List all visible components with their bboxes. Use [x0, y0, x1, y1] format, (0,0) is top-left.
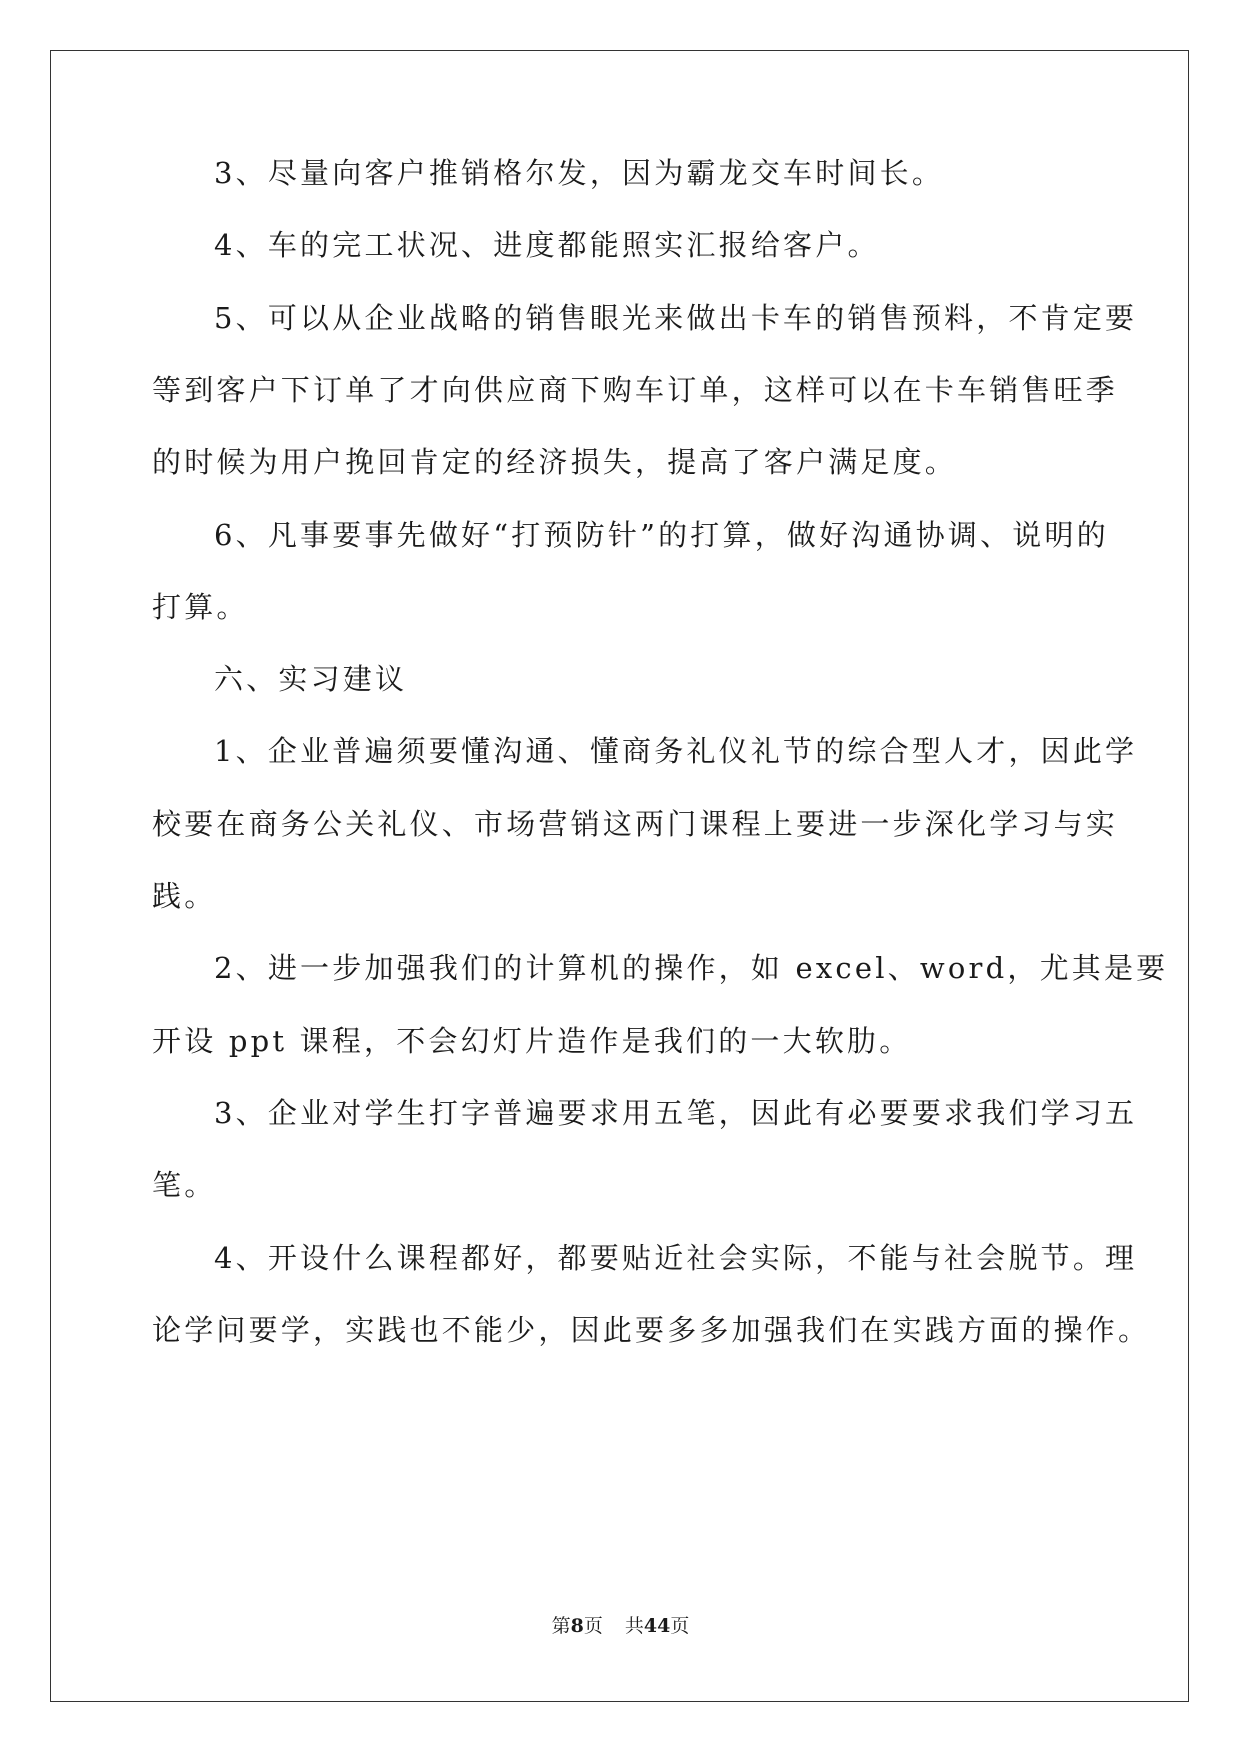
paragraph-line: 2、进一步加强我们的计算机的操作，如 excel、word，尤其是要 [214, 951, 1169, 985]
total-pages: 44 [643, 1615, 671, 1637]
page-footer [0, 1614, 1241, 1638]
paragraph-line: 5、可以从企业战略的销售眼光来做出卡车的销售预料，不肯定要 [214, 301, 1138, 335]
paragraph-line: 论学问要学，实践也不能少，因此要多多加强我们在实践方面的操作。 [152, 1313, 1151, 1347]
page-suffix: 页 [583, 1615, 603, 1637]
paragraph-line: 笔。 [152, 1168, 217, 1202]
paragraph-line: 校要在商务公关礼仪、市场营销这两门课程上要进一步深化学习与实 [152, 807, 1119, 841]
paragraph-line: 等到客户下订单了才向供应商下购车订单，这样可以在卡车销售旺季 [152, 373, 1119, 407]
paragraph-line: 3、企业对学生打字普遍要求用五笔，因此有必要要求我们学习五 [214, 1096, 1138, 1130]
paragraph-line: 4、开设什么课程都好，都要贴近社会实际，不能与社会脱节。理 [214, 1241, 1138, 1275]
total-prefix: 共 [624, 1615, 644, 1637]
paragraph-line: 6、凡事要事先做好“打预防针”的打算，做好沟通协调、说明的 [214, 518, 1109, 552]
section-heading: 六、实习建议 [214, 662, 408, 696]
paragraph-line: 的时候为用户挽回肯定的经济损失，提高了客户满足度。 [152, 445, 958, 479]
paragraph-line: 4、车的完工状况、进度都能照实汇报给客户。 [214, 228, 880, 262]
paragraph-line: 打算。 [152, 590, 249, 624]
paragraph-line: 践。 [152, 879, 217, 913]
paragraph-line: 开设 ppt 课程，不会幻灯片造作是我们的一大软肋。 [152, 1024, 912, 1058]
paragraph-line: 3、尽量向客户推销格尔发，因为霸龙交车时间长。 [214, 156, 945, 190]
total-suffix: 页 [670, 1615, 690, 1637]
page-number: 8 [570, 1615, 584, 1637]
paragraph-line: 1、企业普遍须要懂沟通、懂商务礼仪礼节的综合型人才，因此学 [214, 734, 1138, 768]
page-prefix: 第 [551, 1615, 571, 1637]
